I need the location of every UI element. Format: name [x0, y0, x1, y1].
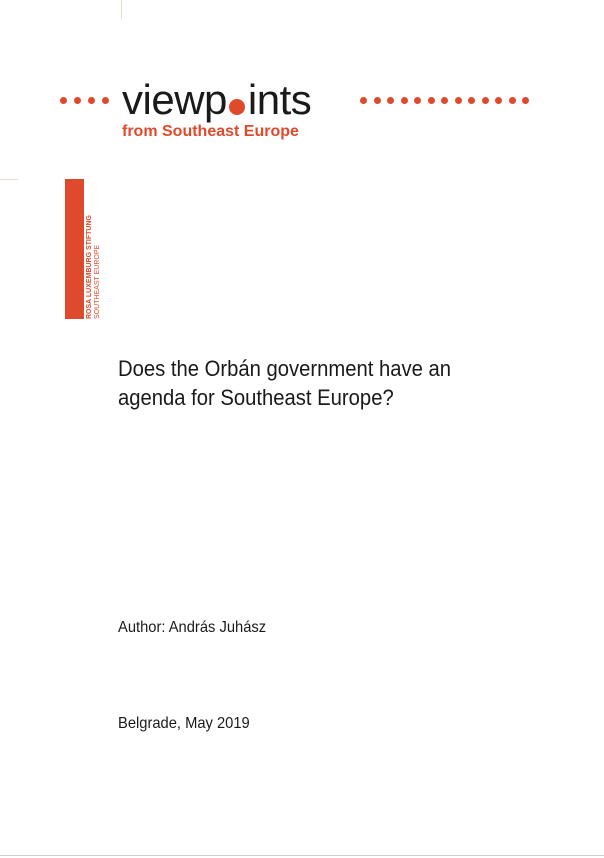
- series-logo: [122, 78, 311, 122]
- publisher-region: SOUTHEAST EUROPE: [94, 244, 101, 319]
- crop-mark-top: [121, 0, 122, 19]
- rule-dot: [522, 97, 529, 104]
- rule-dot: [360, 97, 367, 104]
- document-title: Does the Orbán government have an agenda for Southeast Europe?: [118, 356, 452, 410]
- rule-dot: [387, 97, 394, 104]
- brand-dot-icon: [229, 99, 245, 115]
- document-author: Author: András Juhász: [118, 619, 267, 636]
- rule-dot: [428, 97, 435, 104]
- rule-dot: [60, 97, 67, 104]
- rule-dot: [102, 97, 109, 104]
- brand-text-end: ints: [247, 76, 312, 123]
- rule-dot: [509, 97, 516, 104]
- crop-mark-left: [0, 179, 18, 180]
- page-bottom-edge: [0, 855, 604, 856]
- rule-dot: [468, 97, 475, 104]
- rule-dot: [495, 97, 502, 104]
- rule-dot: [74, 97, 81, 104]
- publisher-logo-bar: [65, 179, 84, 319]
- rule-dot: [374, 97, 381, 104]
- rule-dot: [414, 97, 421, 104]
- brand-text-start: viewp: [122, 76, 227, 123]
- publisher-name: ROSA LUXEMBURG STIFTUNG: [86, 215, 93, 319]
- document-place-date: Belgrade, May 2019: [118, 715, 250, 732]
- series-subtitle: from Southeast Europe: [122, 123, 299, 140]
- rule-dot: [482, 97, 489, 104]
- rule-dot: [455, 97, 462, 104]
- rule-dot: [401, 97, 408, 104]
- rule-dot: [441, 97, 448, 104]
- rule-dot: [88, 97, 95, 104]
- publisher-logo-text: [86, 215, 102, 319]
